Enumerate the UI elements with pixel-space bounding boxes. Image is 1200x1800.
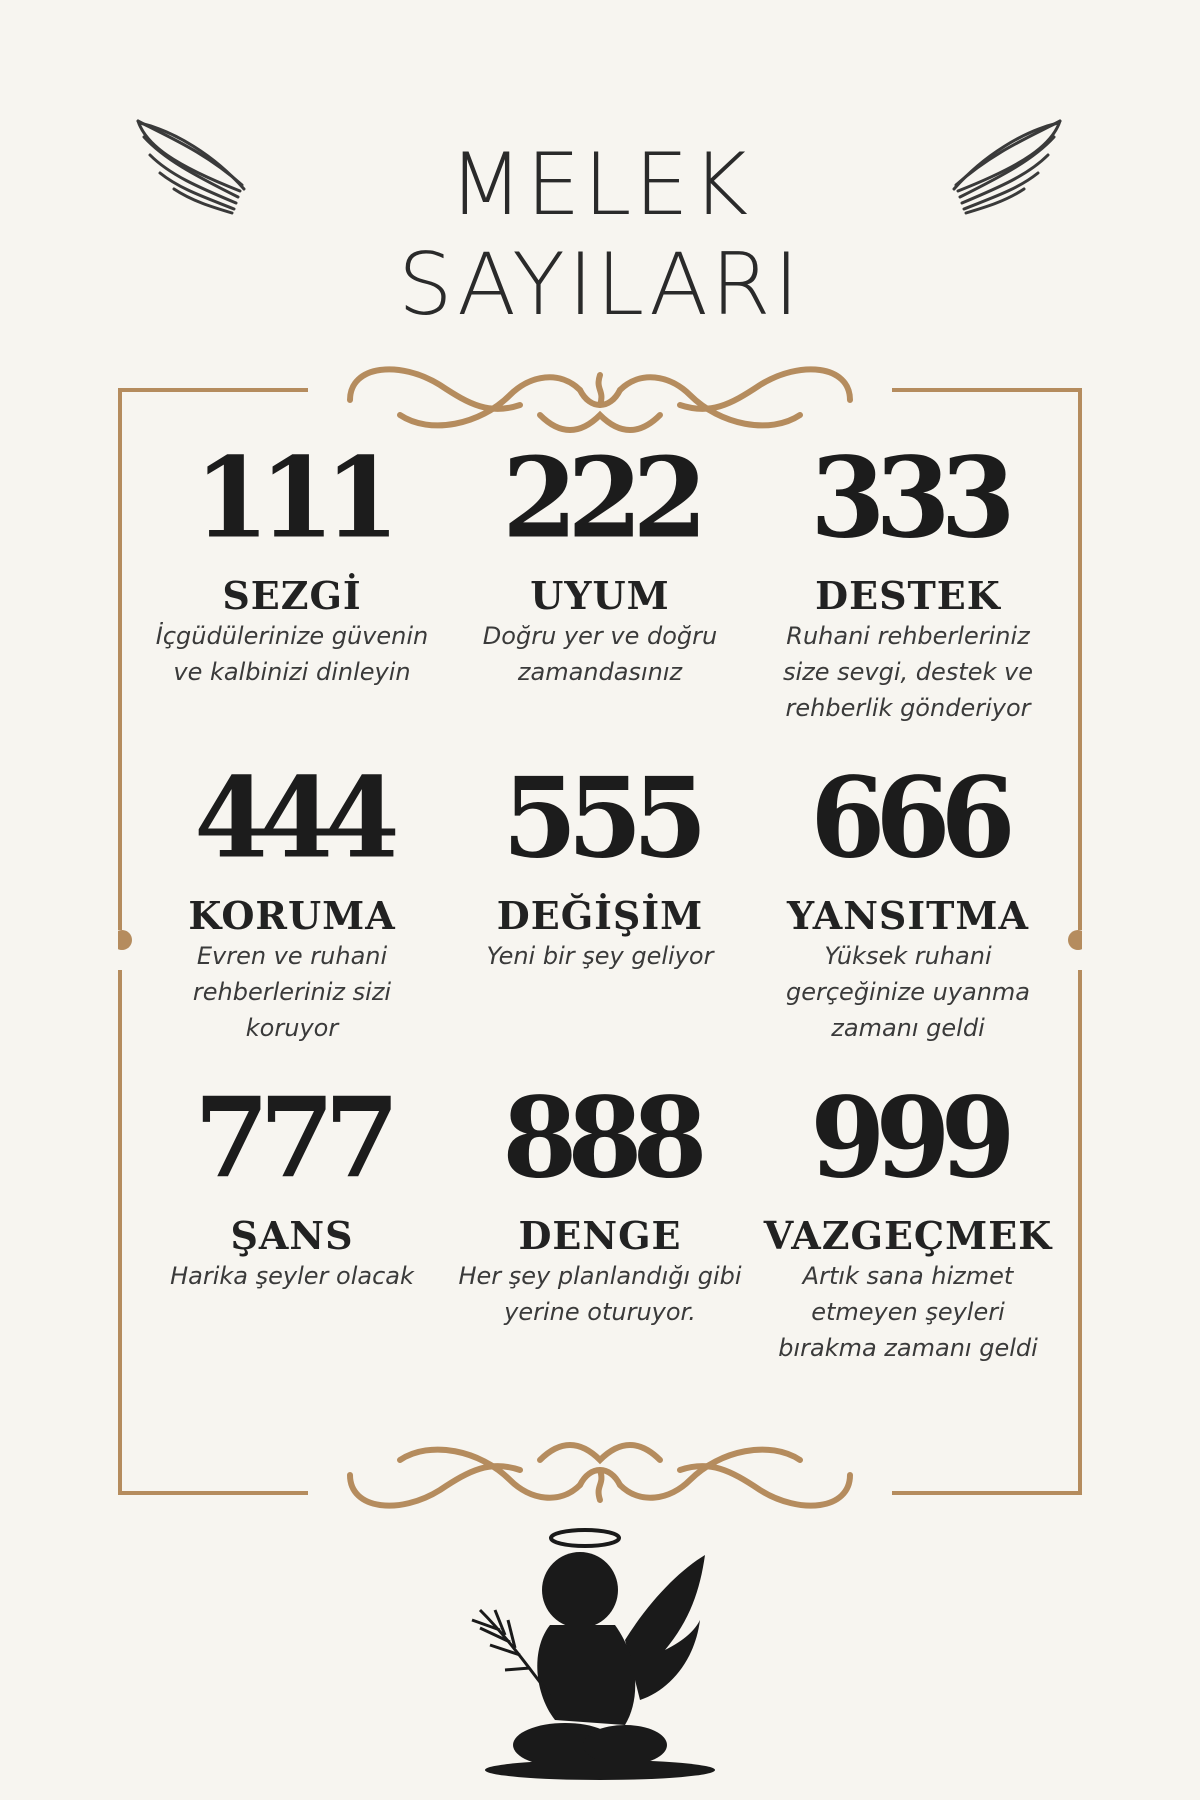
number-description: Yeni bir şey geliyor	[486, 942, 714, 970]
header	[0, 105, 1200, 335]
number-description: Ruhani rehberleriniz size sevgi, destek ve rehberlik gönderiyor	[783, 622, 1033, 722]
angel-number: 111	[194, 434, 390, 564]
number-description: Artık sana hizmet etmeyen şeyleri bırakma zamanı geldi	[778, 1262, 1038, 1362]
number-card	[142, 754, 442, 1085]
number-card	[758, 1074, 1058, 1405]
numbers-grid	[142, 434, 1058, 1405]
ornament-flourish	[340, 355, 860, 445]
angel-number: 333	[810, 434, 1006, 564]
number-description: İçgüdülerinize güvenin ve kalbinizi dinleyin	[155, 622, 429, 686]
number-description: Yüksek ruhani gerçeğinize uyanma zamanı geldi	[785, 942, 1031, 1042]
number-label: ŞANS	[230, 1213, 354, 1258]
number-card	[142, 1074, 442, 1405]
ornament-flourish	[340, 1430, 860, 1520]
number-description: Harika şeyler olacak	[170, 1262, 414, 1290]
number-label: VAZGEÇMEK	[763, 1213, 1053, 1258]
angel-number: 999	[810, 1074, 1006, 1204]
wing-icon	[134, 115, 246, 225]
angel-number: 555	[502, 754, 698, 884]
number-card	[758, 754, 1058, 1085]
number-description: Evren ve ruhani rehberleriniz sizi koruyor	[192, 942, 392, 1042]
angel-number: 444	[194, 754, 390, 884]
angel-number: 777	[194, 1074, 390, 1204]
angel-number: 222	[502, 434, 698, 564]
number-description: Doğru yer ve doğru zamandasınız	[482, 622, 718, 686]
number-card	[450, 434, 750, 765]
number-card	[450, 754, 750, 1085]
number-card	[142, 434, 442, 765]
numbers-frame	[118, 380, 1082, 1495]
angel-number: 888	[502, 1074, 698, 1204]
number-card	[450, 1074, 750, 1405]
number-label: SEZGİ	[222, 573, 362, 618]
number-label: DESTEK	[815, 573, 1001, 618]
angel-number: 666	[810, 754, 1006, 884]
page-title: MELEK SAYILARI	[397, 135, 803, 335]
number-label: DEĞİŞİM	[496, 893, 704, 938]
cherub-illustration	[450, 1520, 750, 1790]
number-label: UYUM	[530, 573, 670, 618]
number-label: KORUMA	[188, 893, 396, 938]
wing-icon	[952, 115, 1064, 225]
number-description: Her şey planlandığı gibi yerine oturuyor.	[458, 1262, 742, 1326]
number-label: DENGE	[518, 1213, 682, 1258]
number-label: YANSITMA	[787, 893, 1029, 938]
number-card	[758, 434, 1058, 765]
